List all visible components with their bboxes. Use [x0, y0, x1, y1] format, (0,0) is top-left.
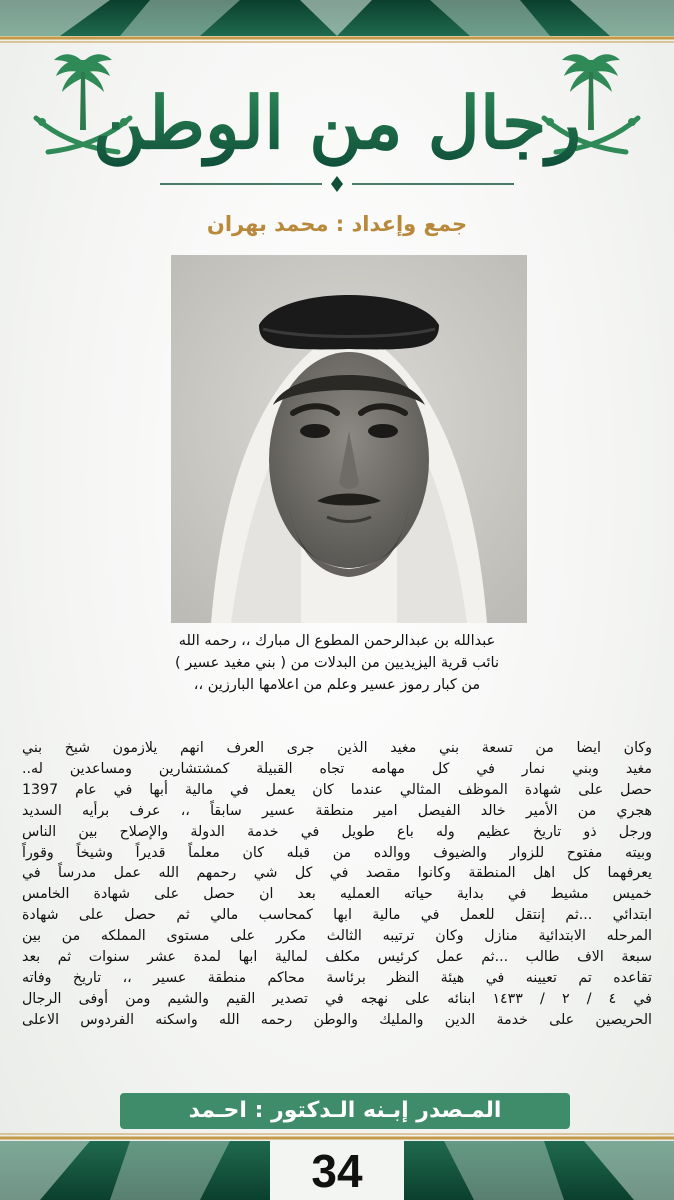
- page-title: [92, 52, 582, 202]
- body-line: يعرفهما كل اهل المنطقة وكانوا مقصد في كل شي رحمهم الله عمل مدرساً في: [22, 865, 652, 882]
- body-line: حصل على شهادة الموظف المثالي عندما كان يعمل في مالية أبها في عام 1397: [22, 781, 652, 798]
- title-text: رجال من الوطن: [92, 80, 582, 165]
- body-line: خميس مشيط في بداية حياته العمليه بعد ان حصل على شهادة الخامس: [22, 886, 652, 903]
- body-line: وكان ايضا من تسعة بني مغيد الذين جرى العرف انهم يلازمون شيخ بني: [22, 740, 652, 756]
- body-line: ابتدائي ...ثم إنتقل للعمل في مالية ابها كمحاسب مالي ثم حصل على شهادة: [22, 907, 652, 924]
- compiler-credit: جمع وإعداد : محمد بهران: [206, 212, 468, 236]
- body-line: في ٤ / ٢ / ١٤٣٣ ابنائه على نهجه في تصدير القيم والشيم ومن أوفى الرجال: [22, 990, 652, 1007]
- body-line: سبعة الاف طالب ...ثم عمل كرئيس مكلف لمالية ابها لمدة عشر سنوات ثم بعد: [22, 949, 652, 966]
- biography-text: [22, 738, 652, 1031]
- body-line: مغيد وبني نمار في كل مهامه تجاه القبيلة كمشتشارين ومساعدين له..: [22, 760, 652, 777]
- diamond-divider-icon: [331, 176, 343, 192]
- top-decorative-band: [0, 0, 674, 44]
- body-line: هجري من الأمير خالد الفيصل امير منطقة عسير سابقاً ،، عرف برأيه السديد: [22, 802, 652, 819]
- body-line: الحريصين على خدمة الدين والمليك والوطن رحمه الله واسكنه الفردوس الاعلى: [22, 1011, 652, 1028]
- body-line: تقاعده تم تعيينه في هيئة النظر برئاسة محاكم منطقة عسير ،، تاريخ وفاته: [22, 969, 652, 986]
- intro-line: عبدالله بن عبدالرحمن المطوع ال مبارك ،، رحمه الله: [178, 633, 496, 649]
- body-line: ورجل ذو تاريخ عظيم وله باع طويل في خدمة الدولة والإصلاح بين الناس: [22, 823, 652, 840]
- body-line: المرحله الابتدائية منازل وكان ترتيبه الثالث مكرر على مستوى المملكه من بين: [22, 928, 652, 945]
- portrait-photo: [171, 255, 527, 623]
- page-number: 34: [311, 1145, 363, 1197]
- source-banner: المـصدر إبـنه الـدكتور : احـمد: [120, 1093, 570, 1129]
- intro-line: نائب قرية اليزيديين من البدلات من ( بني مغيد عسير ): [175, 655, 499, 671]
- intro-text: [40, 630, 634, 696]
- body-line: وبيته مفتوح للزوار والضيوف ووالده من قبله كان معلماً قديراً وشيخاً وقوراً: [22, 844, 652, 861]
- intro-line: من كبار رموز عسير وعلم من اعلامها البارزين ،،: [193, 677, 481, 693]
